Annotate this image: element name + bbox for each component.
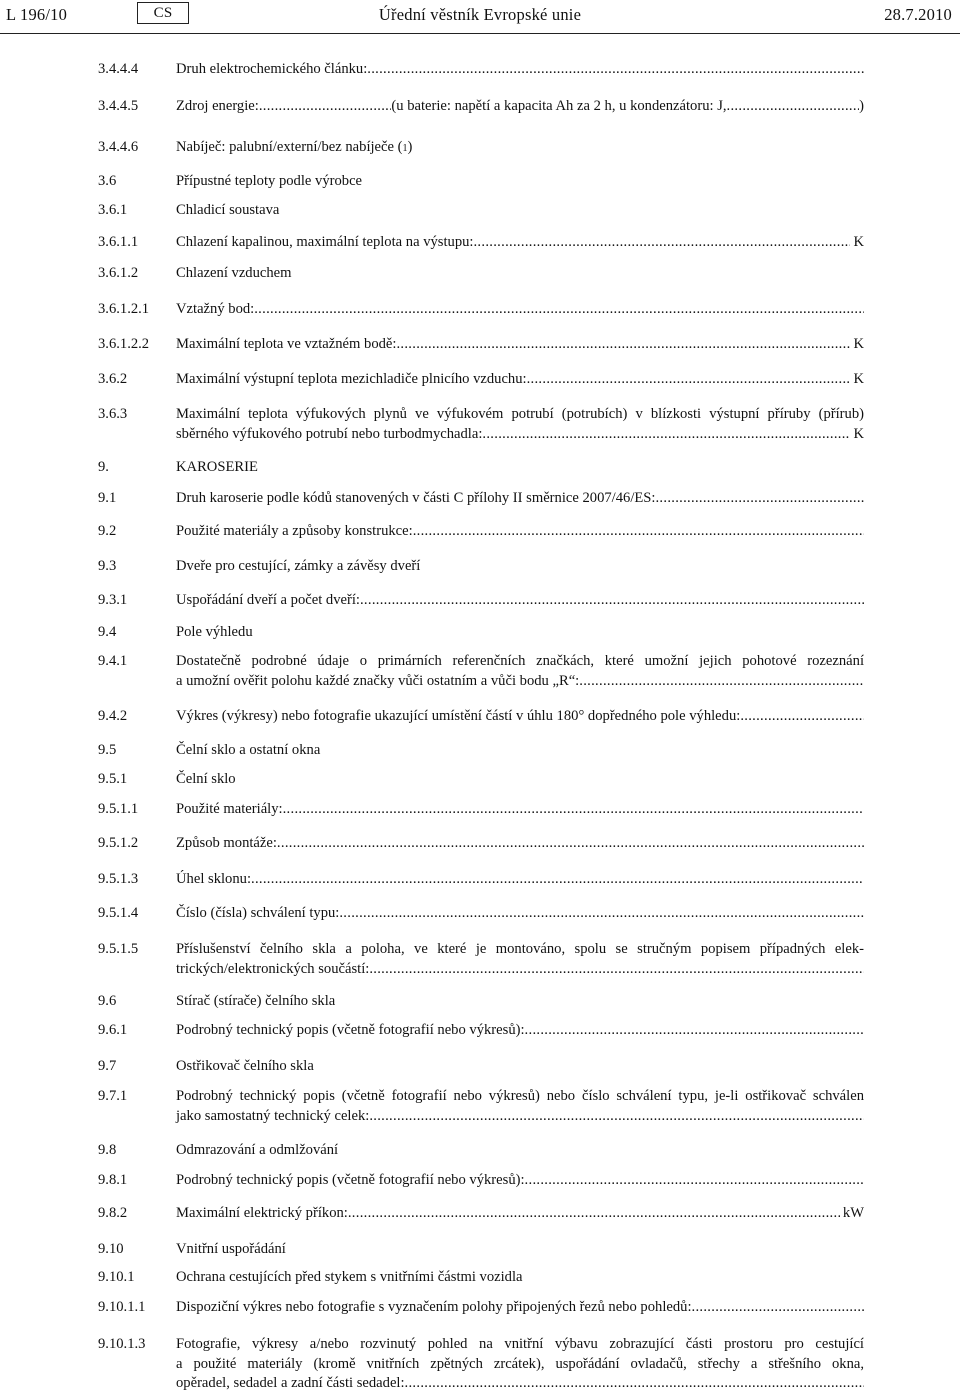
item-label: Druh karoserie podle kódů stanovených v části C přílohy II směrnice 2007/46/ES: <box>176 490 656 506</box>
dotted-fill <box>405 1374 864 1394</box>
item-label: Dveře pro cestující, zámky a závěsy dveří <box>176 558 421 574</box>
item-text <box>176 834 864 854</box>
item-number: 3.4.4.6 <box>98 139 139 155</box>
item-text-line <box>176 425 864 445</box>
item-number: 9.2 <box>98 523 117 539</box>
unit-label: K <box>853 425 864 442</box>
dotted-fill <box>283 800 864 820</box>
item-text-line <box>176 335 864 355</box>
item-text <box>176 1268 864 1288</box>
item-text <box>176 335 864 355</box>
item-text-line <box>176 672 864 692</box>
item-number: 9.5.1.2 <box>98 835 139 851</box>
item-text-line: Fotografie, výkresy a/nebo rozvinutý pohled na vnitřní výbavu zobrazující části prostoru pro cestující <box>176 1336 864 1352</box>
item-end: ) <box>407 139 413 155</box>
item-text <box>176 623 864 643</box>
page-header <box>0 0 960 36</box>
item-text-line <box>176 904 864 924</box>
item-label: Maximální výstupní teplota mezichladiče plnicího vzduchu: <box>176 371 527 387</box>
item-label: Chlazení kapalinou, maximální teplota na výstupu: <box>176 234 474 250</box>
item-label: Úhel sklonu: <box>176 871 251 887</box>
item-text-line <box>176 138 864 159</box>
dotted-fill <box>740 707 864 727</box>
dotted-fill <box>339 904 864 924</box>
item-number: 9.7 <box>98 1058 117 1074</box>
item-text <box>176 770 864 790</box>
item-label: Vnitřní uspořádání <box>176 1241 286 1257</box>
item-text-line <box>176 557 864 577</box>
item-text <box>176 1057 864 1077</box>
item-text-line: Maximální teplota výfukových plynů ve výfukovém potrubí (potrubích) v blízkosti výstupní příruby (přírub) <box>176 406 864 422</box>
dotted-fill <box>482 425 850 445</box>
item-text-line <box>176 870 864 890</box>
item-text <box>176 870 864 890</box>
item-text-line <box>176 233 864 253</box>
item-text <box>176 60 864 80</box>
item-text <box>176 97 864 117</box>
item-label: Způsob montáže: <box>176 835 277 851</box>
item-number: 9.10 <box>98 1241 124 1257</box>
header-rule <box>0 33 960 34</box>
item-label: Čelní sklo a ostatní okna <box>176 742 321 758</box>
dotted-fill <box>251 870 864 890</box>
dotted-fill <box>473 233 850 253</box>
item-text <box>176 940 864 979</box>
item-text <box>176 707 864 727</box>
item-text <box>176 405 864 444</box>
item-text <box>176 172 864 192</box>
item-text-line <box>176 1298 864 1318</box>
dotted-fill <box>369 960 864 980</box>
unit-label: kW <box>842 1205 864 1221</box>
item-number: 9. <box>98 459 109 475</box>
item-number: 3.4.4.5 <box>98 98 139 114</box>
page-reference: L 196/10 <box>6 5 68 24</box>
unit-label: K <box>853 371 864 387</box>
item-text <box>176 1141 864 1161</box>
item-label: Dispoziční výkres nebo fotografie s vyznačením polohy připojených řezů nebo pohledů: <box>176 1299 692 1315</box>
item-label: opěradel, sedadel a zadní části sedadel: <box>176 1375 405 1391</box>
item-number: 9.7.1 <box>98 1088 128 1104</box>
item-number: 9.8.1 <box>98 1172 128 1188</box>
item-text-line: Podrobný technický popis (včetně fotografií nebo výkresů) nebo číslo schválení typu, je-li ostřikovač schválen <box>176 1088 864 1104</box>
item-text-line <box>176 489 864 509</box>
dotted-fill <box>579 672 864 692</box>
dotted-fill <box>367 60 864 80</box>
item-text <box>176 1204 864 1224</box>
dotted-fill <box>369 1107 864 1127</box>
item-text-line <box>176 201 864 221</box>
item-text-line <box>176 707 864 727</box>
item-label: Zdroj energie: <box>176 98 259 114</box>
item-text-line <box>176 834 864 854</box>
unit-label: K <box>853 336 864 352</box>
item-number: 3.6.3 <box>98 406 128 422</box>
dotted-fill <box>259 97 392 117</box>
item-text <box>176 489 864 509</box>
item-text <box>176 300 864 320</box>
item-text-line: Dostatečně podrobné údaje o primárních referenčních značkách, které umožní jejich pohotové rozeznání <box>176 653 864 669</box>
item-number: 9.5 <box>98 742 117 758</box>
item-label: jako samostatný technický celek: <box>176 1107 370 1124</box>
dotted-fill <box>277 834 864 854</box>
item-text <box>176 591 864 611</box>
item-number: 9.5.1.5 <box>98 941 139 957</box>
dotted-fill <box>655 489 864 509</box>
item-text <box>176 1298 864 1318</box>
item-text-line: a použité materiály (kromě vnitřních zpětných zrcátek), uspořádání ovladačů, střechy a střešního okna, <box>176 1355 864 1372</box>
dotted-fill <box>525 1171 864 1191</box>
publication-date: 28.7.2010 <box>884 5 952 24</box>
item-text <box>176 800 864 820</box>
item-label: Chladicí soustava <box>176 202 280 218</box>
item-label: Ostřikovač čelního skla <box>176 1058 314 1074</box>
dotted-fill <box>360 591 864 611</box>
item-label: Ochrana cestujících před stykem s vnitřními částmi vozidla <box>176 1269 523 1285</box>
item-text <box>176 522 864 542</box>
item-label: Chlazení vzduchem <box>176 265 292 281</box>
dotted-fill <box>727 97 860 117</box>
item-text-line <box>176 1268 864 1288</box>
item-text <box>176 201 864 221</box>
item-text <box>176 1087 864 1126</box>
item-label: Nabíječ: palubní/externí/bez nabíječe ( <box>176 139 403 155</box>
item-number: 3.4.4.4 <box>98 61 139 77</box>
item-text <box>176 992 864 1012</box>
item-label: Maximální teplota ve vztažném bodě: <box>176 336 397 352</box>
item-label: Stírač (stírače) čelního skla <box>176 993 336 1009</box>
item-text-line <box>176 1374 864 1394</box>
item-text-line <box>176 1240 864 1260</box>
item-text <box>176 652 864 691</box>
item-number: 9.10.1 <box>98 1269 135 1285</box>
item-text-line <box>176 458 864 478</box>
item-number: 9.3 <box>98 558 117 574</box>
item-label: Maximální elektrický příkon: <box>176 1205 348 1221</box>
item-number: 9.6 <box>98 993 117 1009</box>
item-hint: (u baterie: napětí a kapacita Ah za 2 h, u kondenzátoru: J, <box>391 98 727 114</box>
item-number: 3.6.1.2 <box>98 265 139 281</box>
item-text <box>176 1171 864 1191</box>
item-number: 9.4.2 <box>98 708 128 724</box>
item-text-line <box>176 522 864 542</box>
item-text <box>176 458 864 478</box>
item-label: Pole výhledu <box>176 624 253 640</box>
item-label: sběrného výfukového potrubí nebo turbodmychadla: <box>176 425 483 442</box>
item-label: Výkres (výkresy) nebo fotografie ukazující umístění částí v úhlu 180° dopředného pole výhledu: <box>176 708 741 724</box>
dotted-fill <box>692 1298 865 1318</box>
item-number: 9.10.1.1 <box>98 1299 146 1315</box>
item-text <box>176 1021 864 1041</box>
item-text <box>176 1240 864 1260</box>
item-label: Použité materiály: <box>176 801 283 817</box>
dotted-fill <box>396 335 850 355</box>
item-number: 3.6 <box>98 173 117 189</box>
item-text-line <box>176 960 864 980</box>
item-text-line: Příslušenství čelního skla a poloha, ve které je montováno, spolu se stručným popisem případných elek- <box>176 941 864 957</box>
journal-title: Úřední věstník Evropské unie <box>378 5 582 24</box>
item-text-line <box>176 264 864 284</box>
item-text-line <box>176 1107 864 1127</box>
item-text-line <box>176 172 864 192</box>
item-label: Druh elektrochemického článku: <box>176 61 368 77</box>
dotted-fill <box>413 522 864 542</box>
item-text-line <box>176 300 864 320</box>
item-number: 3.6.1.1 <box>98 234 139 250</box>
item-number: 9.4.1 <box>98 653 128 669</box>
item-label: Číslo (čísla) schválení typu: <box>176 905 340 921</box>
dotted-fill <box>525 1021 864 1041</box>
item-number: 9.8 <box>98 1142 117 1158</box>
item-number: 3.6.1.2.1 <box>98 301 150 317</box>
item-text <box>176 264 864 284</box>
item-text-line <box>176 741 864 761</box>
item-text-line <box>176 1021 864 1041</box>
item-label: Přípustné teploty podle výrobce <box>176 173 363 189</box>
item-text-line <box>176 591 864 611</box>
item-label: Použité materiály a způsoby konstrukce: <box>176 523 413 539</box>
item-number: 3.6.2 <box>98 371 128 387</box>
item-text-line <box>176 97 864 117</box>
item-label: KAROSERIE <box>176 459 258 475</box>
item-number: 3.6.1 <box>98 202 128 218</box>
item-number: 9.3.1 <box>98 592 128 608</box>
item-text-line <box>176 1171 864 1191</box>
item-number: 9.5.1 <box>98 771 128 787</box>
dotted-fill <box>348 1204 840 1224</box>
item-text <box>176 370 864 390</box>
item-label: Podrobný technický popis (včetně fotografií nebo výkresů): <box>176 1022 525 1038</box>
dotted-fill <box>254 300 864 320</box>
item-number: 9.6.1 <box>98 1022 128 1038</box>
item-text-line <box>176 992 864 1012</box>
item-end: ) <box>859 98 864 114</box>
item-text-line <box>176 770 864 790</box>
item-label: a umožní ověřit polohu každé značky vůči ostatním a vůči bodu „R“: <box>176 672 580 689</box>
item-text-line <box>176 60 864 80</box>
item-label: Čelní sklo <box>176 771 236 787</box>
item-label: Podrobný technický popis (včetně fotografií nebo výkresů): <box>176 1172 525 1188</box>
item-number: 9.5.1.4 <box>98 905 139 921</box>
item-number: 9.1 <box>98 490 117 506</box>
item-label: Vztažný bod: <box>176 301 255 317</box>
dotted-fill <box>527 370 851 390</box>
item-text-line <box>176 370 864 390</box>
item-number: 9.5.1.1 <box>98 801 139 817</box>
item-number: 9.4 <box>98 624 117 640</box>
item-text <box>176 904 864 924</box>
item-number: 9.8.2 <box>98 1205 128 1221</box>
item-label: Uspořádání dveří a počet dveří: <box>176 592 360 608</box>
item-number: 9.5.1.3 <box>98 871 139 887</box>
item-text-line <box>176 623 864 643</box>
item-text <box>176 233 864 253</box>
item-text <box>176 557 864 577</box>
item-text-line <box>176 1057 864 1077</box>
footnote-ref: 1 <box>402 143 408 154</box>
language-code-box: CS <box>137 2 189 24</box>
item-text-line <box>176 1141 864 1161</box>
item-text-line <box>176 1204 864 1224</box>
item-number: 3.6.1.2.2 <box>98 336 150 352</box>
unit-label: K <box>853 234 864 250</box>
item-label: trických/elektronických součástí: <box>176 960 370 977</box>
item-text-line <box>176 800 864 820</box>
item-number: 9.10.1.3 <box>98 1336 146 1352</box>
item-text <box>176 138 864 159</box>
item-text <box>176 741 864 761</box>
item-label: Odmrazování a odmlžování <box>176 1142 339 1158</box>
item-text <box>176 1335 864 1394</box>
